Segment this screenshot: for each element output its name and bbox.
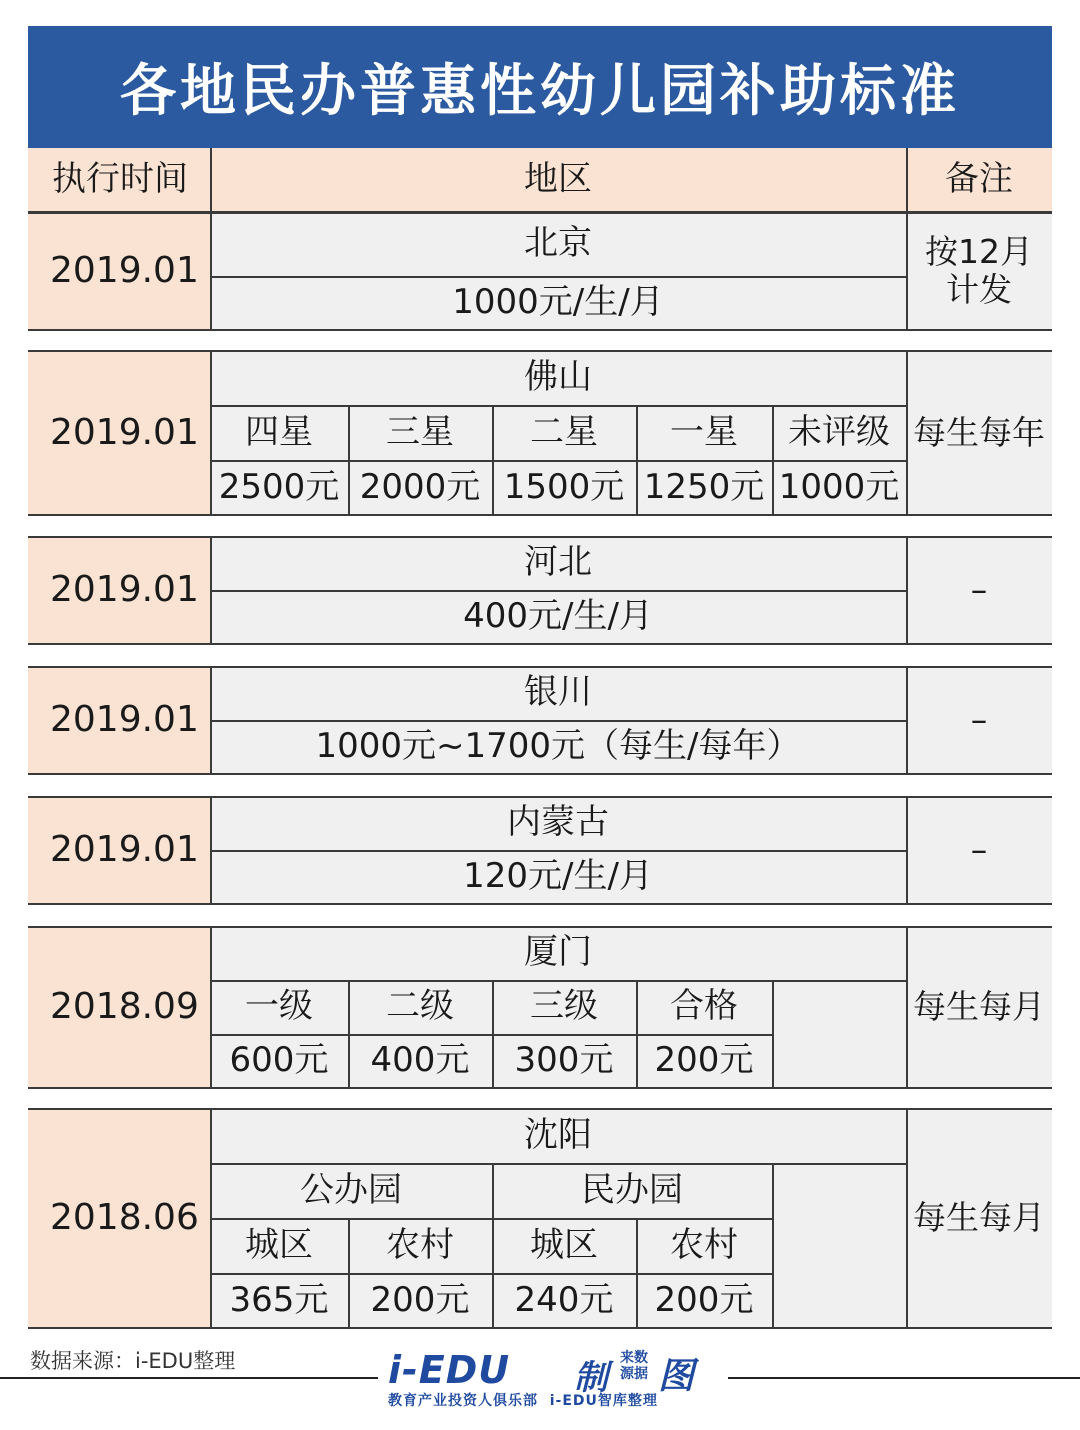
level-label: 未评级 — [788, 411, 890, 452]
table-rule — [906, 666, 908, 774]
table-rule — [210, 980, 906, 982]
table-rule — [210, 1034, 772, 1036]
table-rule — [210, 350, 212, 515]
table-rule — [906, 350, 908, 515]
amount-value: 400元 — [370, 1040, 470, 1081]
row-note: 每生每年 — [906, 350, 1052, 515]
table-rule — [28, 212, 1052, 214]
table-rule — [772, 405, 774, 515]
title-banner — [28, 26, 1052, 148]
table-rule — [492, 1218, 494, 1328]
table-rule — [28, 350, 1052, 352]
row-time: 2019.01 — [28, 666, 210, 774]
table-rule — [210, 460, 906, 462]
table-rule — [636, 980, 638, 1088]
table-rule — [210, 590, 906, 592]
table-rule — [210, 850, 906, 852]
row-time: 2019.01 — [28, 350, 210, 515]
region-value: 1000元/生/月 — [452, 282, 664, 323]
table-rule — [28, 536, 1052, 538]
table-rule — [210, 212, 212, 330]
table-rule — [210, 1163, 906, 1165]
logo-tu-text: 图 — [658, 1356, 695, 1397]
table-rule — [28, 1327, 1052, 1329]
region-name: 北京 — [524, 223, 592, 264]
table-rule — [210, 148, 212, 212]
region-name: 佛山 — [524, 356, 592, 397]
region-name: 厦门 — [524, 932, 592, 973]
table-rule — [28, 773, 1052, 775]
region-value: 1000元~1700元（每生/每年） — [315, 726, 801, 767]
row-time: 2019.01 — [28, 796, 210, 904]
row-note: – — [906, 666, 1052, 774]
table-rule — [28, 666, 1052, 668]
row-note: – — [906, 536, 1052, 644]
table-rule — [28, 796, 1052, 798]
group-label: 公办园 — [300, 1169, 402, 1210]
level-label: 城区 — [530, 1224, 598, 1265]
amount-value: 300元 — [514, 1040, 614, 1081]
row-note: 每生每月 — [906, 926, 1052, 1088]
level-label: 城区 — [245, 1224, 313, 1265]
level-label: 一级 — [245, 986, 313, 1027]
table-rule — [348, 1218, 350, 1328]
table-rule — [28, 1108, 1052, 1110]
level-label: 三级 — [530, 986, 598, 1027]
amount-value: 1000元 — [778, 466, 900, 507]
amount-value: 200元 — [654, 1279, 754, 1320]
table-rule — [348, 405, 350, 515]
level-label: 农村 — [670, 1224, 738, 1265]
group-label: 民办园 — [581, 1169, 683, 1210]
footer-divider-right — [728, 1377, 1080, 1379]
amount-value: 200元 — [654, 1040, 754, 1081]
row-time: 2018.06 — [28, 1108, 210, 1328]
amount-value: 600元 — [229, 1040, 329, 1081]
level-label: 农村 — [386, 1224, 454, 1265]
amount-value: 2500元 — [218, 466, 340, 507]
table-rule — [210, 1218, 772, 1220]
table-rule — [906, 796, 908, 904]
row-time: 2019.01 — [28, 212, 210, 330]
table-rule — [492, 980, 494, 1088]
row-time: 2018.09 — [28, 926, 210, 1088]
row-time: 2019.01 — [28, 536, 210, 644]
table-rule — [348, 980, 350, 1088]
table-rule — [210, 1273, 772, 1275]
table-rule — [28, 1087, 1052, 1089]
amount-value: 1500元 — [503, 466, 625, 507]
table-rule — [906, 536, 908, 644]
region-name: 河北 — [524, 542, 592, 583]
region-name: 内蒙古 — [507, 802, 609, 843]
table-rule — [28, 643, 1052, 645]
region-value: 400元/生/月 — [463, 596, 653, 637]
logo-small-text: 来数 源据 — [620, 1350, 648, 1382]
logo-sub-text: 教育产业投资人俱乐部 i-EDU智库整理 — [388, 1393, 658, 1409]
table-rule — [636, 405, 638, 515]
level-label: 合格 — [670, 986, 738, 1027]
table-rule — [492, 405, 494, 515]
region-value: 120元/生/月 — [463, 856, 653, 897]
header-note: 备注 — [906, 148, 1052, 212]
amount-value: 2000元 — [359, 466, 481, 507]
table-rule — [906, 1108, 908, 1328]
table-rule — [210, 405, 906, 407]
header-region: 地区 — [210, 148, 906, 212]
table-rule — [28, 926, 1052, 928]
region-name: 银川 — [524, 672, 592, 713]
table-rule — [636, 1218, 638, 1328]
table-rule — [210, 276, 906, 278]
logo-main-text: i-EDU — [388, 1348, 511, 1392]
page-title: 各地民办普惠性幼儿园补助标准 — [120, 59, 960, 124]
table-rule — [906, 212, 908, 330]
table-rule — [28, 903, 1052, 905]
level-label: 二级 — [386, 986, 454, 1027]
table-rule — [906, 148, 908, 212]
region-name: 沈阳 — [524, 1114, 592, 1155]
i-edu-logo — [388, 1348, 718, 1408]
row-note: 按12月 计发 — [906, 212, 1052, 330]
table-rule — [906, 926, 908, 1088]
level-label: 二星 — [530, 411, 598, 452]
table-rule — [492, 1163, 494, 1218]
data-source-note: 数据来源：i-EDU整理 — [30, 1349, 236, 1373]
row-note: 每生每月 — [906, 1108, 1052, 1328]
header-time: 执行时间 — [28, 148, 210, 212]
table-rule — [772, 1163, 774, 1328]
table-rule — [28, 329, 1052, 331]
row-note: – — [906, 796, 1052, 904]
level-label: 三星 — [386, 411, 454, 452]
amount-value: 365元 — [229, 1279, 329, 1320]
amount-value: 1250元 — [643, 466, 765, 507]
level-label: 一星 — [670, 411, 738, 452]
table-rule — [210, 926, 212, 1088]
table-rule — [28, 514, 1052, 516]
logo-zhi-text: 制 — [574, 1358, 608, 1398]
footer-divider-left — [0, 1377, 378, 1379]
table-rule — [210, 720, 906, 722]
amount-value: 240元 — [514, 1279, 614, 1320]
amount-value: 200元 — [370, 1279, 470, 1320]
table-rule — [772, 980, 774, 1088]
level-label: 四星 — [245, 411, 313, 452]
